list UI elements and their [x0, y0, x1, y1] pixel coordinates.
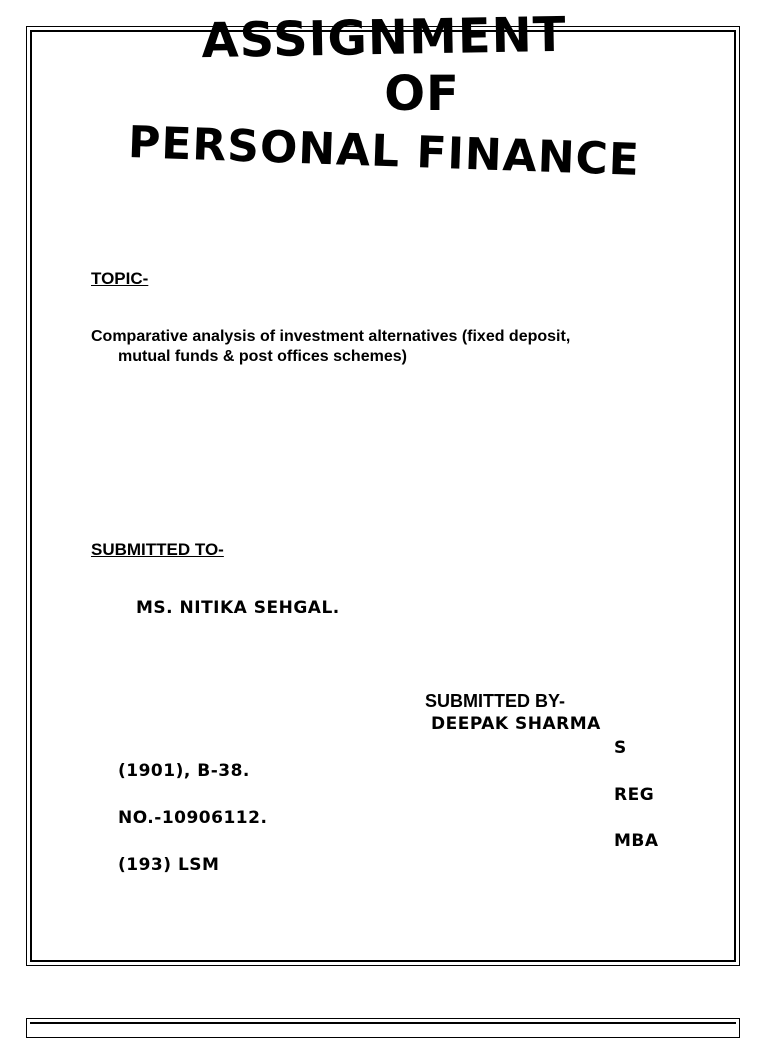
- topic-line-1: Comparative analysis of investment alternatives (fixed deposit,: [91, 328, 571, 345]
- submitted-to-name: MS. NITIKA SEHGAL.: [136, 598, 340, 618]
- title-line-2: OF: [384, 66, 460, 122]
- submitted-to-label: SUBMITTED TO-: [91, 540, 224, 559]
- left-col-item: NO.-10906112.: [118, 808, 268, 828]
- title-line-1: ASSIGNMENT: [201, 6, 567, 70]
- left-col-item: (1901), B-38.: [118, 761, 250, 781]
- left-col-item: (193) LSM: [118, 855, 220, 875]
- right-col-item: S: [614, 738, 627, 758]
- submitted-by-name: DEEPAK SHARMA: [431, 714, 601, 734]
- topic-line-2: mutual funds & post offices schemes): [118, 348, 407, 365]
- right-col-item: REG: [614, 785, 655, 805]
- submitted-by-label: SUBMITTED BY-: [425, 691, 566, 711]
- title-line-3: PERSONAL FINANCE: [127, 117, 641, 186]
- topic-label: TOPIC-: [91, 269, 149, 288]
- topic-text: [91, 327, 651, 367]
- next-page-border-inner: [30, 1022, 736, 1042]
- right-col-item: MBA: [614, 831, 659, 851]
